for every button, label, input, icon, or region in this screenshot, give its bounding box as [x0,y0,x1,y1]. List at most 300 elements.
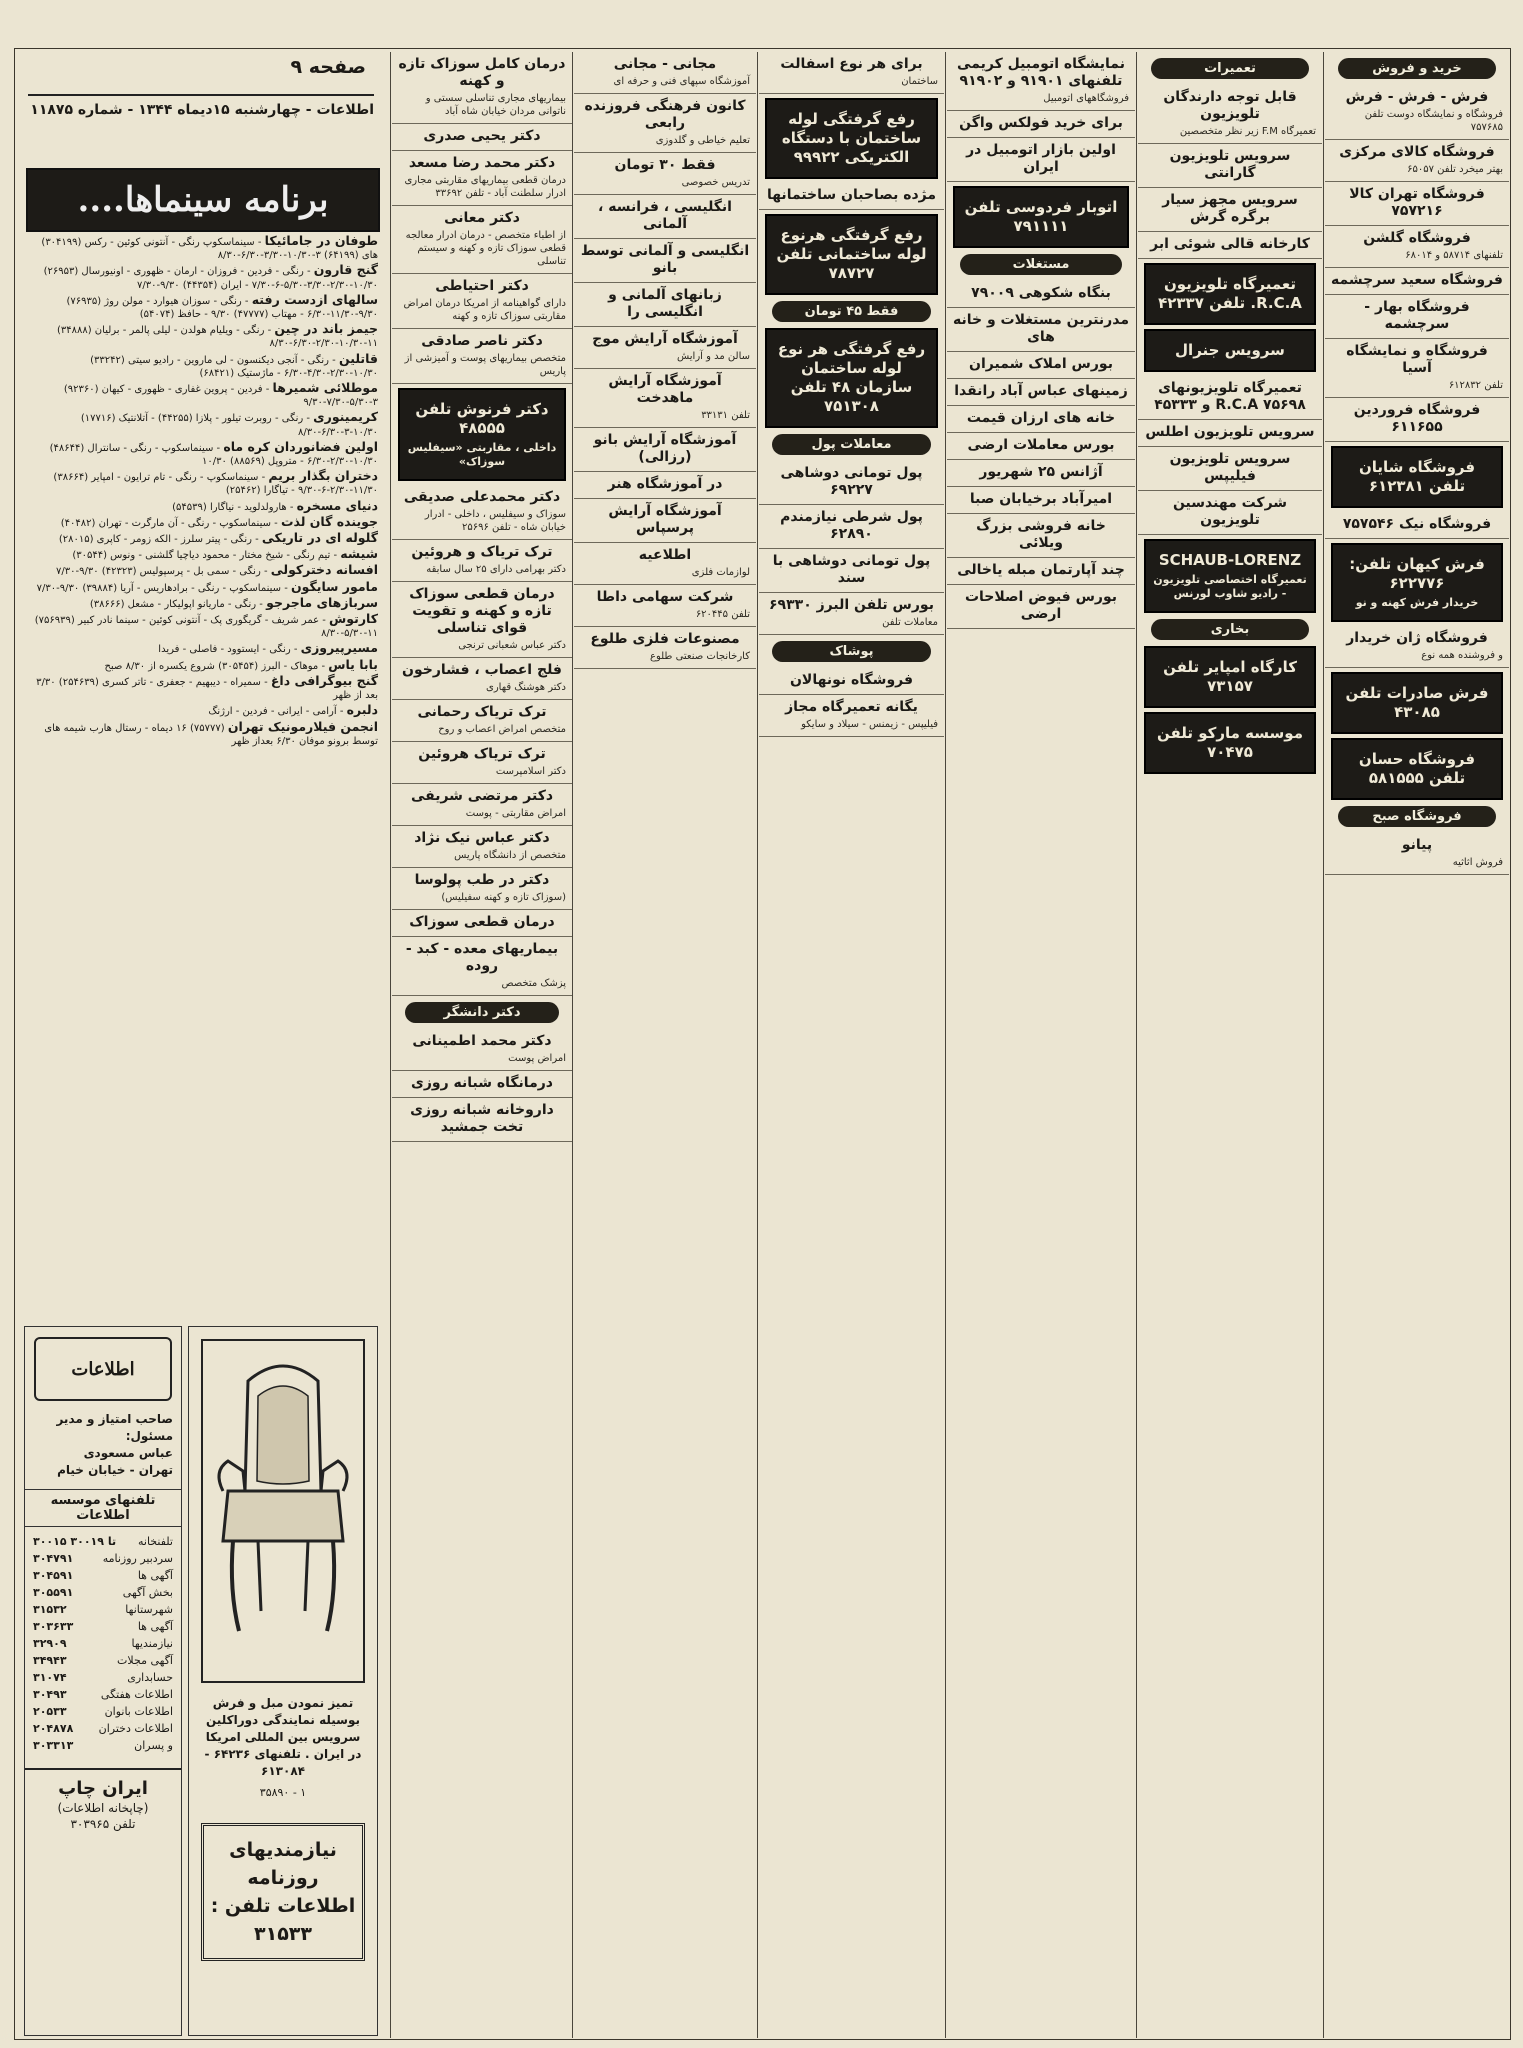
cinema-details: - رنگی - ایستوود - فاصلی - فریدا [158,644,301,656]
classified-ad [392,937,572,996]
classified-ad [1138,144,1322,188]
classified-ad [1325,140,1509,182]
classified-ad [392,151,572,206]
column-rule [1323,52,1324,2038]
phone-label: تلفنخانه [138,1535,173,1548]
classified-ad [392,485,572,540]
boxed-ad-body: تعمیرگاه اختصاصی تلویزیون - رادیو شاوب لورنس [1153,573,1307,600]
boxed-ad [953,186,1129,248]
cinema-item [24,352,378,380]
boxed-ad-title: رفع گرفتگی لوله ساختمان با دستگاه الکتریکی ۹۹۹۲۲ [781,110,922,166]
classified-ad [392,582,572,658]
classified-ad [759,505,944,549]
cinema-item [24,563,378,578]
boxed-ad [1331,543,1503,622]
boxed-ad-title: دکتر فرنوش تلفن ۴۸۵۵۵ [415,400,549,437]
ad-body: دکتر بهرامی دارای ۲۵ سال سابقه [426,564,566,575]
ad-title: یگانه تعمیرگاه مجاز [785,699,918,715]
boxed-ad [765,328,938,428]
column-repairs [1138,52,1322,2036]
ad-title: در آموزشگاه هنر [607,476,723,492]
boxed-ad [1144,539,1316,613]
cinema-title: دنیای مسخره [296,497,378,513]
boxed-ad [1331,738,1503,800]
classified-ad [574,543,756,585]
classified-ad [1138,188,1322,232]
phone-label: اطلاعات هفتگی [100,1688,173,1701]
ad-title: مدرنترین مستغلات و خانه های [953,312,1129,345]
boxed-ad-body: داخلی ، مقاربتی «سیفلیس سوزاک» [407,441,557,468]
phone-label: سردبیر روزنامه [102,1552,173,1565]
phone-number: ۲۰۵۳۳ [33,1705,67,1718]
ad-title: شرکت سهامی داطا [596,589,734,605]
phone-row [25,1652,181,1669]
cinema-title: مامور سایگون [290,578,378,594]
phone-number: ۳۱۵۳۲ [33,1603,67,1616]
cinema-title: قاتلین [338,350,378,366]
classified-ad [759,695,944,737]
printer-box [25,1768,181,1831]
classified-ad [947,514,1135,558]
cinema-details: - عمر شریف - گریگوری پک - آنتونی کوئین - سینما نادر کبیر (۷۵۶۹۳۹) ۱۱-۵/۳۰-۸/۳۰ [34,615,378,640]
ad-title: فروشگاه و نمایشگاه آسیا [1346,343,1488,376]
column-education [574,52,756,2036]
ad-title: انگلیسی و آلمانی توسط بانو [580,243,750,276]
ad-body: درمان قطعی بیماریهای مقاربتی مجاری ادرار سلطنت آباد - تلفن ۳۳۶۹۲ [404,175,566,199]
classified-ad [947,379,1135,406]
classified-ad [1325,626,1509,668]
ad-body: دکتر اسلامپرست [495,766,566,777]
cinema-title: گنج قارون [313,262,378,278]
section-heading: مستغلات [960,254,1122,275]
classified-ad [392,206,572,274]
page-number: صفحه ۹ [290,56,366,78]
armchair-icon [203,1341,363,1677]
ad-body: فیلیپس - زیمنس - سیلاد و سایکو [801,719,938,730]
ad-title: زمینهای عباس آباد رانقدا [954,383,1128,399]
phone-number: ۳۲۹۰۹ [33,1637,67,1650]
ad-body: و فروشنده همه نوع [1421,650,1503,661]
cinema-item [24,322,378,350]
boxed-ad [1331,672,1503,734]
phone-row [25,1533,181,1550]
classified-ad [759,593,944,635]
phone-number: ۳۴۹۴۳ [33,1654,67,1667]
ad-title: فرش - فرش - فرش [1345,89,1489,105]
ad-title: بورس معاملات ارضی [967,437,1115,453]
cinema-details: - سینماسکوپ - رنگی - سانترال (۴۸۶۴۴) ۱۰/۳۰-۲/۳۰-۶/۳۰ - متروپل (۸۸۵۶۹) ۱۰/۳۰ [49,442,378,468]
ad-title: پیانو [1401,837,1433,853]
phone-label: و پسران [134,1739,173,1752]
masthead-logo: اطلاعات [34,1337,172,1401]
cinema-banner: برنامه سینماها.... [26,168,380,232]
section-heading: معاملات پول [772,434,931,455]
phone-row [25,1550,181,1567]
boxed-ad [765,214,938,295]
cinema-item [24,531,378,546]
cinema-details: - رنگی - روبرت تیلور - پلازا (۴۴۲۵۵) - آتلانتیک (۱۷۷۱۶) ۱۰/۳۰-۳-۶/۳۰-۸/۳۰ [80,413,378,438]
classified-ad [947,52,1135,111]
classified-ad [947,111,1135,138]
ad-title: دکتر محمد رضا مسعد [408,155,556,171]
ad-title: خانه فروشی بزرگ ویلائی [976,518,1106,551]
ad-body: دکتر عباس شعبانی ترنجی [458,640,566,651]
ad-title: آژانس ۲۵ شهریور [979,464,1103,480]
ad-body: آموزشگاه سپهای فنی و حرفه ای [613,76,750,87]
ad-title: کارخانه قالی شوئی ابر [1150,236,1310,252]
ad-title: برای هر نوع اسفالت [780,56,923,72]
classified-ad [947,406,1135,433]
ad-title: ترک تریاک رحمانی [417,704,547,720]
phone-label: نیازمندیها [131,1637,173,1650]
ad-title: برای خرید فولکس واگن [959,115,1123,131]
ad-body: تلفن ۶۲۰۴۴۵ [695,609,750,620]
ad-title: درمانگاه شبانه روزی [411,1075,553,1091]
classified-ad [1138,376,1322,420]
ad-title: سرویس مجهز سیار برگره گرش [1162,192,1298,225]
cinema-title: افسانه دخترکولی [270,562,378,578]
classified-ad [392,826,572,868]
cinema-details: - آرامی - ایرانی - فردین - ارژنگ [208,706,347,718]
phone-label: اطلاعات بانوان [104,1705,173,1718]
cinema-details: - رنگی - پیتر سلرز - الکه زومر - کاپری (۲۸۰۱۵) [58,534,262,546]
cinema-details: - سینماسکوپ - رنگی - تام ترایون - امپایر (۳۸۶۶۴) ۱۱/۳۰-۲/۳۰-۶-۹/۳۰ - تیاگارا (۲۵۴۶۲) [53,472,378,497]
ad-title: ترک تریاک هروئین [418,746,546,762]
cinema-title: جیمز باند در چین [274,321,378,337]
ad-body: تلفنهای ۵۸۷۱۴ و ۶۸۰۱۴ [1405,250,1503,261]
phone-label: آگهی مجلات [117,1654,173,1667]
cinema-item [24,596,378,611]
column-rule [1136,52,1137,2038]
ad-title: بورس تلفن البرز ۶۹۳۳۰ [769,597,934,613]
boxed-ad-title: موسسه مارکو تلفن ۷۰۴۷۵ [1157,724,1303,761]
boxed-ad-title: اتوبار فردوسی تلفن ۷۹۱۱۱۱ [964,198,1118,235]
ad-title: فروشگاه ژان خریدار [1346,630,1488,646]
cinema-title: مسیرپیروزی [300,640,378,656]
ad-title: امیرآباد برخیابان صبا [969,491,1113,507]
phone-row [25,1601,181,1618]
ad-title: فروشگاه کالای مرکزی [1339,144,1495,160]
classified-ad [392,658,572,700]
ad-title: فروشگاه سعید سرچشمه [1331,272,1503,288]
owner-line: صاحب امتیاز و مدیر مسئول: [56,1412,173,1443]
boxed-ad-title: فروشگاه حسان تلفن ۵۸۱۵۵۵ [1358,750,1476,787]
classified-ad [947,308,1135,352]
classified-ad [947,558,1135,585]
cinema-details: - رنگی - ویلیام هولدن - لیلی پالمر - برلیان (۳۴۸۸۸) ۱۱-۱۰/۳۰-۲/۳۰-۶/۳۰-۸/۳۰ [56,325,378,350]
classified-ad [392,52,572,124]
ad-body: از اطباء متخصص - درمان ادرار معالجه قطعی سوزاک تازه و کهنه و سیستم تناسلی [405,230,566,267]
classified-ad [392,700,572,742]
phone-label: بخش آگهی [122,1586,173,1599]
classified-ad [574,195,756,239]
cinema-details: - فردین - پروین غفاری - ظهوری - کیهان (۹۲۳۶۰) ۳-۵/۳۰-۷/۳۰-۹/۳۰ [63,384,378,409]
ad-title: دکتر یحیی صدری [423,128,541,144]
ad-title: فروشگاه بهار - سرچشمه [1364,299,1470,332]
classified-ad [392,784,572,826]
cinema-details: - رنگی - ماریانو اپولیکار - مشعل (۳۸۶۶۶) [89,598,267,610]
classified-ad [392,868,572,910]
cinema-title: موطلائی شمیرها [272,380,378,396]
phone-row [25,1686,181,1703]
printer-phone: تلفن ۳۰۳۹۶۵ [70,1817,136,1831]
cinema-details: - رنگی - سوزان هیوارد - مولن روژ (۷۶۹۳۵) ۹/۳۰-۱۱/۳۰-۶/۳۰ - مهتاب (۴۷۷۷۷) ۹/۳۰ - حافظ (۵۴۰۷۴) [66,295,378,321]
owner-info [25,1407,181,1483]
cinema-item [24,293,378,321]
ad-title: زبانهای آلمانی و انگلیسی را [608,287,722,320]
furniture-ad-box [188,1326,378,2036]
ad-body: دکتر هوشنگ قهاری [486,682,566,693]
section-heading: خرید و فروش [1338,58,1496,79]
armchair-illustration [201,1339,365,1683]
furniture-ad-text: تمیز نمودن مبل و فرش بوسیله نمایندگی دوراکلین سرویس بین المللی امریکا در ایران . تلفنهای ۶۴۲۳۶ - ۶۱۳۰۸۴ [204,1696,362,1778]
ad-body: امراض پوست [508,1053,566,1064]
owner-line: عباس مسعودی [83,1446,173,1460]
ad-title: فروشگاه گلشن [1363,230,1471,246]
phone-number: ۲۰۴۸۷۸ [33,1722,74,1735]
ad-title: شرکت مهندسین تلویزیون [1172,495,1288,528]
ad-body: بهتر میخرد تلفن ۶۵۰۵۷ [1407,164,1503,175]
classified-ad [1138,85,1322,144]
phone-label: شهرستانها [125,1603,173,1616]
boxed-ad-title: کارگاه امپایر تلفن ۷۳۱۵۷ [1163,658,1297,695]
ad-title: پول شرطی نیازمندم ۶۲۸۹۰ [780,509,923,542]
phone-number: ۳۰۴۵۹۱ [33,1569,74,1582]
phone-label: آگهی ها [137,1620,173,1633]
boxed-ad [1144,712,1316,774]
ad-title: کانون فرهنگی فروزنده رابعی [584,98,746,131]
ad-title: دکتر در طب پولوسا [414,872,550,888]
classified-ad [1325,512,1509,539]
ad-title: پول تومانی دوشاهی با سند [772,553,931,586]
cinema-item [24,580,378,595]
ad-title: بورس املاک شمیران [969,356,1113,372]
classified-ad [574,283,756,327]
page-header [28,56,374,130]
classified-ad [1138,420,1322,447]
classified-ad [1325,268,1509,295]
ad-body: لوازمات فلزی [691,567,750,578]
section-heading: فقط ۴۵ تومان [772,301,931,322]
cinema-title: بابا یاس [328,656,378,672]
cinema-title: گنج بیوگرافی داغ [270,672,378,688]
classifieds-phone-box: نیازمندیهای روزنامه اطلاعات تلفن : ۳۱۵۳۳ [201,1823,365,1961]
classified-ad [759,461,944,505]
phone-row [25,1720,181,1737]
ad-title: سرویس تلویزیون اطلس [1145,424,1315,440]
classified-ad [574,472,756,499]
ad-body: فروشگاه و نمایشگاه دوست تلفن ۷۵۷۶۸۵ [1364,109,1503,133]
ad-body: تلفن ۳۳۱۳۱ [701,410,750,421]
phone-row [25,1635,181,1652]
boxed-ad [1331,446,1503,508]
classified-ad [1138,447,1322,491]
section-heading: فروشگاه صبح [1338,806,1496,827]
cinema-item [24,703,378,718]
column-realestate [947,52,1135,2036]
classified-ad [392,1029,572,1071]
ad-title: فلج اعصاب ، فشارخون [402,662,562,678]
classified-ad [1325,833,1509,875]
classified-ad [947,352,1135,379]
cinema-details: - سینماسکوپ - رنگی - آن مارگرت - تهران (۴۰۴۸۲) [60,517,281,529]
ad-title: سرویس تلویزیون گارانتی [1169,148,1291,181]
ad-body: (سوزاک تازه و کهنه سفیلیس) [441,892,566,903]
classified-ad [392,124,572,151]
classified-ad [1325,398,1509,442]
printer-sub: (چاپخانه اطلاعات) [57,1801,149,1815]
section-heading: دکتر دانشگر [405,1002,560,1023]
ad-title: بورس فیوض اصلاحات ارضی [964,589,1118,622]
ad-body: تعمیرگاه F.M زیر نظر متخصصین [1179,126,1316,137]
classified-ad [1325,295,1509,339]
classified-ad [1138,491,1322,535]
phones-list [25,1533,181,1754]
cinema-details: - سمیراه - دیبهیم - جعفری - تاتر کسری (۲۵۴۶۳۹) ۳/۳۰ بعد از ظهر [36,676,378,702]
classified-ad [574,52,756,94]
ad-title: دکتر مرتضی شریفی [410,788,554,804]
classified-ad [1325,85,1509,140]
cinema-item [24,547,378,562]
cinema-item [24,674,378,702]
ad-title: اطلاعیه [638,547,692,563]
column-rule [390,52,391,2038]
section-heading: پوشاک [772,641,931,662]
cinema-item [24,381,378,409]
cinema-item [24,515,378,530]
classified-ad [947,460,1135,487]
boxed-ad [1144,646,1316,708]
ad-title: دکتر معانی [444,210,520,226]
column-rule [945,52,946,2038]
classified-ad [1325,226,1509,268]
classified-ad [947,433,1135,460]
cinema-details: - رنگی - سمی بل - پرسپولیس (۴۲۳۲۳) ۹/۳۰-۷/۳۰ [56,566,271,578]
cinema-details: - تیم رنگی - شیخ مختار - محمود دیاچیا گلشنی - ونوس (۳۰۵۴۴) [72,550,341,562]
phone-row [25,1584,181,1601]
ad-title: خانه های ارزان قیمت [966,410,1116,426]
boxed-ad-title: سرویس جنرال [1175,341,1285,359]
cinema-listings [24,234,378,1298]
phone-row [25,1567,181,1584]
cinema-item [24,499,378,514]
classified-ad [392,540,572,582]
classified-ad [947,487,1135,514]
boxed-ad-title: فرش صادرات تلفن ۴۳۰۸۵ [1345,684,1489,721]
ad-body: ساختمان [901,76,938,87]
ad-title: درمان قطعی سوزاک تازه و کهنه و تقویت قوای تناسلی [409,586,555,636]
classified-ad [392,910,572,937]
classified-ad [574,428,756,472]
classified-ad [574,585,756,627]
classified-ad [759,549,944,593]
cinema-item [24,641,378,656]
ad-body: کارخانجات صنعتی طلوع [649,651,750,662]
classified-ad [574,627,756,669]
cinema-title: انجمن فیلارمونیک تهران [227,718,378,734]
ad-title: فروشگاه فروردین ۶۱۱۶۵۵ [1353,402,1481,435]
cinema-item [24,469,378,497]
cinema-title: سالهای ازدست رفته [251,291,378,307]
cinema-item [24,234,378,262]
ad-title: آموزشگاه آرایش بانو (رزالی) [593,432,737,465]
phone-number: ۳۱۰۷۴ [33,1671,67,1684]
phone-row [25,1669,181,1686]
classified-ad [574,153,756,195]
cinema-title: کریمینوری [313,409,378,425]
phone-label: حسابداری [127,1671,173,1684]
phone-label: اطلاعات دختران [98,1722,173,1735]
classified-ad [392,329,572,384]
boxed-ad-title: رفع گرفتگی هرنوع لوله ساختمانی تلفن ۷۸۷۲۷ [776,226,927,282]
classified-ad [574,94,756,153]
ad-title: اولین بازار اتومبیل در ایران [966,142,1116,175]
ad-title: دکتر محمدعلی صدیقی [403,489,561,505]
ad-title: دکتر احتیاطی [435,278,529,294]
classified-ad [392,742,572,784]
ad-title: دکتر محمد اطمینانی [412,1033,552,1049]
cinema-title: دلبره [346,702,378,718]
phone-number: ۳۰۴۹۳ [33,1688,67,1701]
column-doctors [392,52,572,2036]
ad-title: آموزشگاه آرایش پرسپاس [608,503,722,536]
phone-number: ۳۰۴۷۹۱ [33,1552,74,1565]
classified-ad [1325,182,1509,226]
ad-title: مجانی - مجانی [613,56,717,72]
ad-body: تلفن ۶۱۲۸۳۲ [1448,380,1503,391]
boxed-ad-title: SCHAUB-LORENZ [1158,551,1302,569]
phone-row [25,1703,181,1720]
ad-title: نمایشگاه اتومبیل کریمی تلفنهای ۹۱۹۰۱ و ۹۱۹۰۲ [957,56,1125,89]
ad-title: فروشگاه نونهالان [789,672,914,688]
ad-body: پزشک متخصص [501,978,566,989]
issue-info: اطلاعات - چهارشنبه ۱۵دیماه ۱۳۴۴ - شماره ۱۱۸۷۵ [28,94,374,118]
ad-title: چند آپارتمان مبله یاخالی [957,562,1125,578]
boxed-ad [765,98,938,179]
cinema-details: - موهاک - البرز (۳۰۵۴۵۴) شروع یکسره از ۸/۳۰ صبح [104,660,329,672]
ad-body: سوزاک و سیفلیس ، داخلی - ادرار خیابان شاه - تلفن ۲۵۶۹۶ [424,509,566,533]
cinema-title: شیشه [340,546,378,562]
phone-number: ۳۰۰۱۵ تا ۳۰۰۱۹ [33,1535,117,1548]
cinema-details: - رنگی - آنجی دیکنسون - لی ماروین - رادیو سیتی (۳۳۲۴۲) ۱۰/۳۰-۲/۳۰-۴/۳۰-۶/۳۰ - ماژستیک (۶۸۴۲۱) [90,354,378,379]
ad-body: متخصص بیماریهای پوست و آمیزشی از پاریس [404,353,566,377]
cinema-title: جوینده گان لذت [280,513,378,529]
classified-ad [392,1098,572,1142]
phone-number: ۳۰۳۳۱۳ [33,1739,74,1752]
cinema-title: سربازهای ماجرجو [266,594,378,610]
ad-title: پول تومانی دوشاهی ۶۹۲۲۷ [780,465,923,498]
ad-body: فروشگاههای اتومبیل [1043,93,1129,104]
ad-title: مصنوعات فلزی طلوع [590,631,740,647]
classified-ad [759,183,944,210]
classified-ad [1325,339,1509,398]
classified-ad [392,274,572,329]
ad-body: تعلیم خیاطی و گلدوزی [655,135,750,146]
cinema-item [24,410,378,438]
boxed-ad-body: خریدار فرش کهنه و نو [1355,596,1479,609]
ad-title: بنگاه شکوهی ۷۹۰۰۹ [971,285,1111,301]
boxed-ad-title: تعمیرگاه تلویزیون R.C.A. تلفن ۴۲۳۳۷ [1158,275,1302,312]
boxed-ad-title: فرش کیهان تلفن: ۶۲۲۷۷۶ [1349,555,1485,592]
boxed-ad-title: فروشگاه شایان تلفن ۶۱۲۳۸۱ [1358,458,1476,495]
cinema-title: دختران بگذار بریم [268,468,378,484]
boxed-ad [1144,263,1316,325]
ad-title: انگلیسی ، فرانسه ، آلمانی [598,199,732,232]
ad-body: معاملات تلفن [882,617,938,628]
classified-ad [759,668,944,695]
phones-heading: تلفنهای موسسه اطلاعات [25,1489,181,1527]
ad-body: امراض مقاربتی - پوست [465,808,566,819]
